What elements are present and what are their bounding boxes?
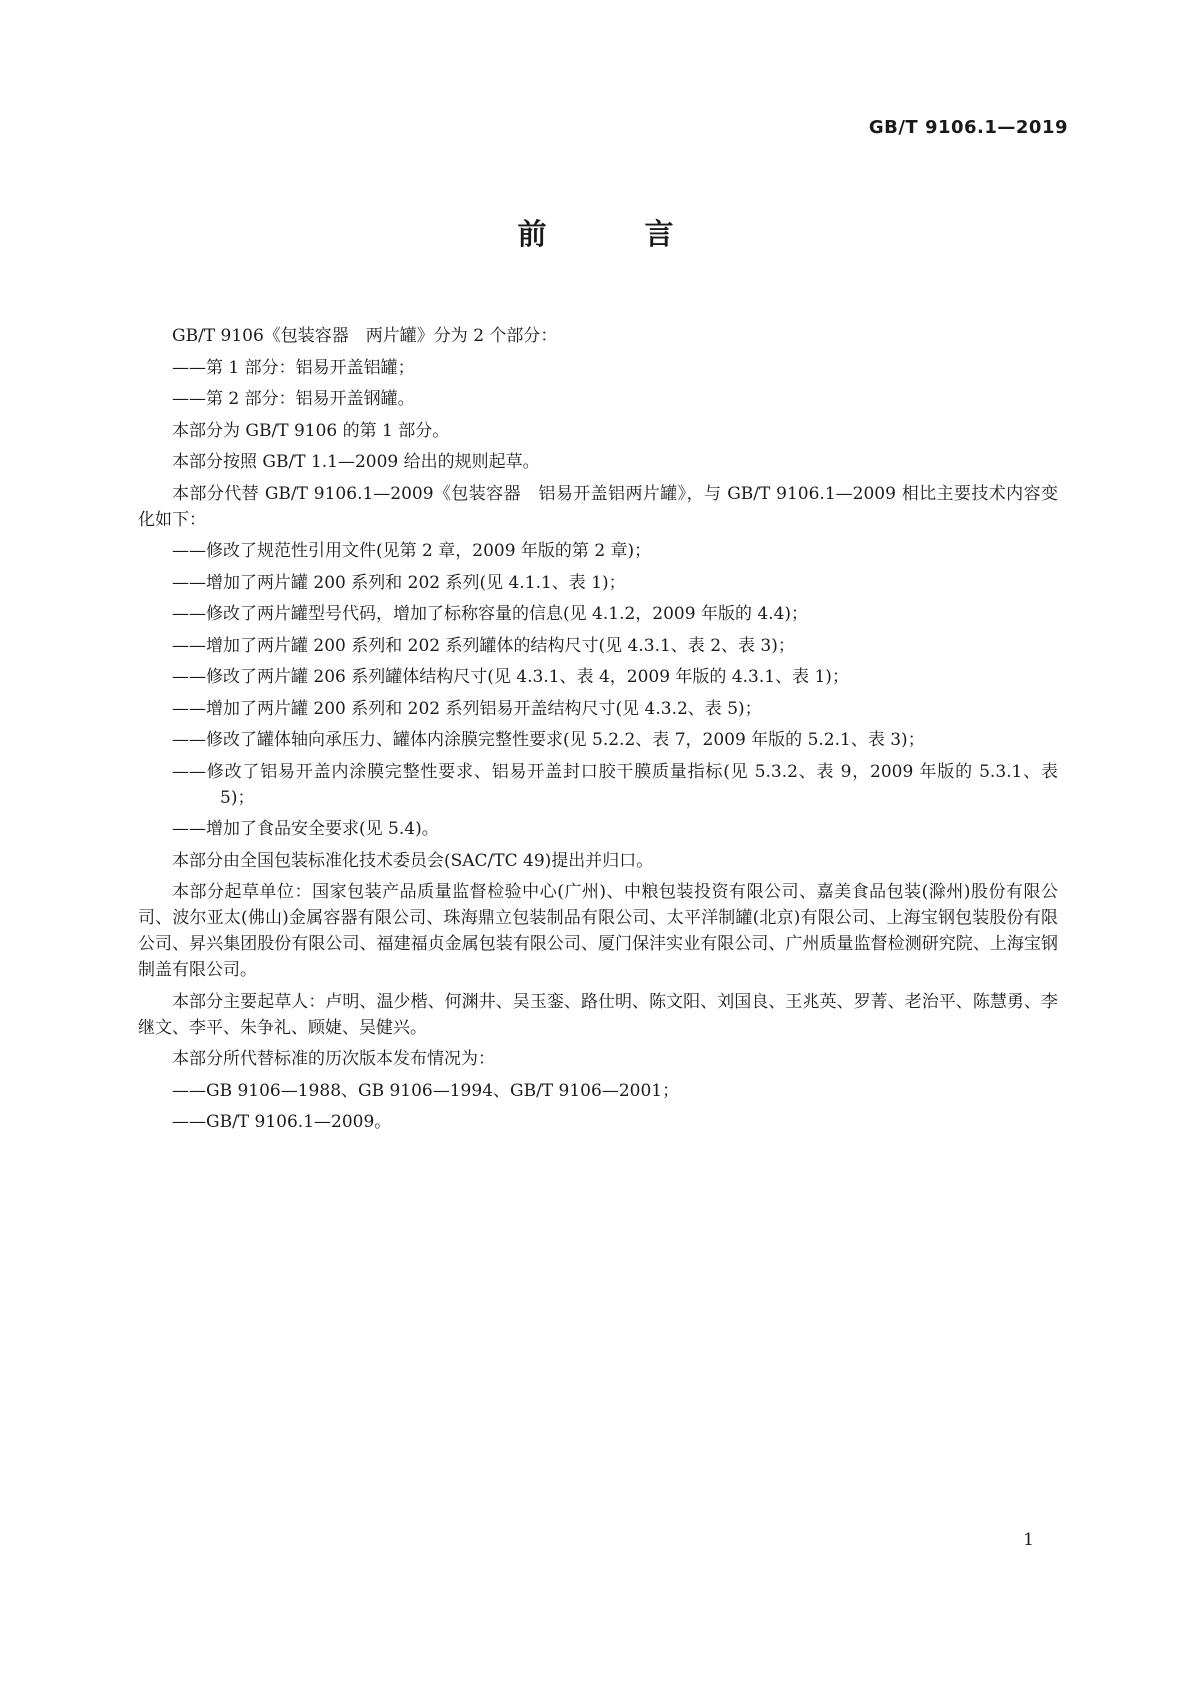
list-item: ——修改了规范性引用文件(见第 2 章，2009 年版的第 2 章)； [172,541,652,561]
list-item: ——修改了两片罐 206 系列罐体结构尺寸(见 4.3.1、表 4，2009 年版的 4.3.1、表 1)； [172,667,849,687]
document-body [138,323,1058,1141]
list-item: ——修改了两片罐型号代码，增加了标称容量的信息(见 4.1.2，2009 年版的 4.4)； [172,604,809,624]
list-item: ——修改了铝易开盖内涂膜完整性要求、铝易开盖封口胶干膜质量指标(见 5.3.2、表 9，2009 年版的 5.3.1、表 5)； [172,761,1058,808]
list-item: ——增加了两片罐 200 系列和 202 系列铝易开盖结构尺寸(见 4.3.2、表 5)； [172,698,762,719]
paragraph: 本部分由全国包装标准化技术委员会(SAC/TC 49)提出并归口。 [172,850,654,871]
list-item: ——GB 9106—1988、GB 9106—1994、GB/T 9106—2001； [172,1080,680,1101]
standard-code: GB/T 9106.1—2019 [868,117,1068,138]
list-item: ——修改了罐体轴向承压力、罐体内涂膜完整性要求(见 5.2.2、表 7，2009 年版的 5.2.1、表 3)； [172,730,925,750]
paragraph: 本部分为 GB/T 9106 的第 1 部分。 [172,420,450,441]
paragraph: GB/T 9106《包装容器 两片罐》分为 2 个部分： [172,326,558,346]
list-item: ——第 1 部分：铝易开盖铝罐； [172,357,415,378]
paragraph: 本部分代替 GB/T 9106.1—2009《包装容器 铝易开盖铝两片罐》，与 GB/T 9106.1—2009 相比主要技术内容变化如下： [138,483,1058,530]
page-number: 1 [1023,1530,1034,1550]
list-item: ——增加了两片罐 200 系列和 202 系列(见 4.1.1、表 1)； [172,572,626,593]
list-item: ——增加了食品安全要求(见 5.4)。 [172,819,439,839]
paragraph: 本部分主要起草人：卢明、温少楷、何渊井、吴玉銮、路仕明、陈文阳、刘国良、王兆英、罗菁、老治平、陈慧勇、李继文、李平、朱争礼、顾婕、吴健兴。 [138,991,1058,1038]
page-title: 前 言 [517,217,718,251]
list-item: ——第 2 部分：铝易开盖钢罐。 [172,389,415,409]
paragraph: 本部分起草单位：国家包装产品质量监督检验中心(广州)、中粮包装投资有限公司、嘉美食品包装(滁州)股份有限公司、波尔亚太(佛山)金属容器有限公司、珠海鼎立包装制品有限公司、太平洋制罐(北京)有限公司、上海宝钢包装股份有限公司、昇兴集团股份有限公司、福建福贞金属包装有限公司、厦门保沣实业有限公司、广州质量监督检测研究院、上海宝钢制盖有限公司。 [138,882,1058,980]
list-item: ——增加了两片罐 200 系列和 202 系列罐体的结构尺寸(见 4.3.1、表 2、表 3)； [172,635,795,656]
list-item: ——GB/T 9106.1—2009。 [172,1112,392,1132]
paragraph: 本部分按照 GB/T 1.1—2009 给出的规则起草。 [172,452,540,472]
paragraph: 本部分所代替标准的历次版本发布情况为： [172,1049,495,1069]
